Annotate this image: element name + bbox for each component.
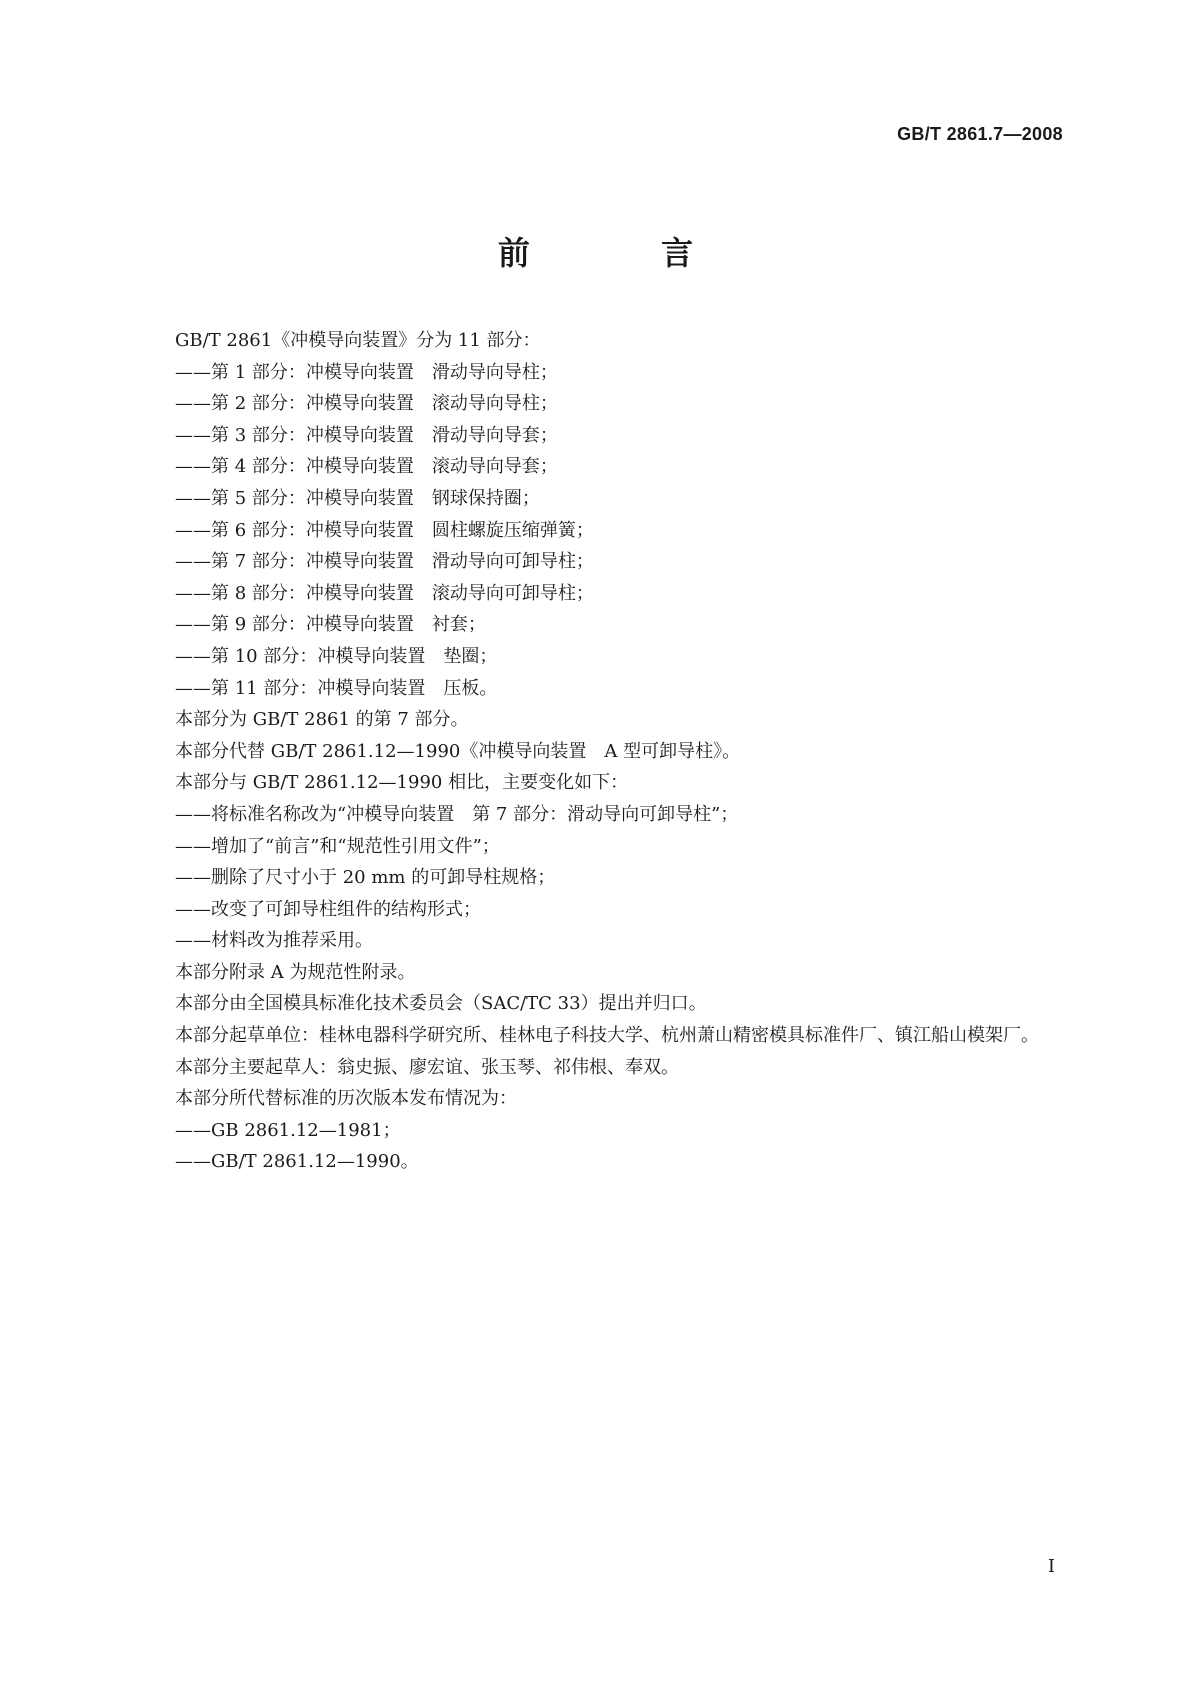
intro-line: GB/T 2861《冲模导向装置》分为 11 部分： <box>175 330 541 351</box>
history-intro-line: 本部分所代替标准的历次版本发布情况为： <box>175 1088 517 1110</box>
part-list-item: ——第 10 部分：冲模导向装置 垫圈； <box>175 645 498 667</box>
part-list-item: ——第 6 部分：冲模导向装置 圆柱螺旋压缩弹簧； <box>175 519 594 541</box>
proposed-by-line: 本部分由全国模具标准化技术委员会（SAC/TC 33）提出并归口。 <box>175 993 707 1015</box>
part-list-item: ——第 1 部分：冲模导向装置 滑动导向导柱； <box>175 361 558 383</box>
change-list-item: ——删除了尺寸小于 20 mm 的可卸导柱规格； <box>175 867 556 889</box>
this-part-line: 本部分为 GB/T 2861 的第 7 部分。 <box>175 709 469 731</box>
change-list-item: ——将标准名称改为“冲模导向装置 第 7 部分：滑动导向可卸导柱”； <box>175 803 739 825</box>
drafting-units-paragraph: 本部分起草单位：桂林电器科学研究所、桂林电子科技大学、杭州萧山精密模具标准件厂、镇江船山模架厂。 <box>175 1025 1039 1047</box>
part-list-item: ——第 11 部分：冲模导向装置 压板。 <box>175 677 498 699</box>
part-list-item: ——第 3 部分：冲模导向装置 滑动导向导套； <box>175 424 558 446</box>
changes-intro-line: 本部分与 GB/T 2861.12—1990 相比，主要变化如下： <box>175 772 629 794</box>
part-list-item: ——第 5 部分：冲模导向装置 钢球保持圈； <box>175 487 540 509</box>
part-list-item: ——第 8 部分：冲模导向装置 滚动导向可卸导柱； <box>175 582 594 604</box>
page-number: I <box>1047 1556 1055 1577</box>
history-list-item: ——GB/T 2861.12—1990。 <box>175 1151 419 1173</box>
replaces-line: 本部分代替 GB/T 2861.12—1990《冲模导向装置 A 型可卸导柱》。 <box>175 740 741 762</box>
history-list-item: ——GB 2861.12—1981； <box>175 1119 401 1141</box>
foreword-body <box>123 325 1068 1178</box>
annex-line: 本部分附录 A 为规范性附录。 <box>175 961 416 983</box>
change-list-item: ——增加了“前言”和“规范性引用文件”； <box>175 835 500 857</box>
part-list-item: ——第 4 部分：冲模导向装置 滚动导向导套； <box>175 456 558 478</box>
change-list-item: ——改变了可卸导柱组件的结构形式； <box>175 898 481 920</box>
page-title: 前 言 <box>497 234 754 272</box>
part-list-item: ——第 9 部分：冲模导向装置 衬套； <box>175 614 486 636</box>
standard-code: GB/T 2861.7—2008 <box>897 124 1063 144</box>
part-list-item: ——第 7 部分：冲模导向装置 滑动导向可卸导柱； <box>175 551 594 573</box>
change-list-item: ——材料改为推荐采用。 <box>175 930 373 952</box>
drafters-line: 本部分主要起草人：翁史振、廖宏谊、张玉琴、祁伟根、奉双。 <box>175 1056 679 1078</box>
part-list-item: ——第 2 部分：冲模导向装置 滚动导向导柱； <box>175 393 558 415</box>
